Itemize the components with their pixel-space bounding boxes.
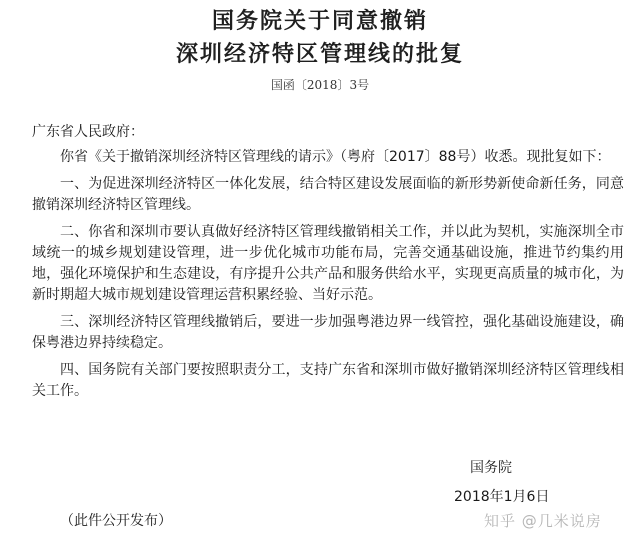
document-title-line-1: 国务院关于同意撤销 bbox=[211, 8, 428, 34]
publication-note: （此件公开发布） bbox=[60, 513, 172, 529]
paragraph-item-3: 三、深圳经济特区管理线撤销后，要进一步加强粤港边界一线管控，强化基础设施建设，确保粤港边界持续稳定。 bbox=[32, 314, 624, 351]
paragraph-item-1: 一、为促进深圳经济特区一体化发展，结合特区建设发展面临的新形势新使命新任务，同意撤销深圳经济特区管理线。 bbox=[32, 176, 624, 213]
document-number: 国函〔2018〕3号 bbox=[270, 78, 370, 92]
watermark: 知乎 @几米说房 bbox=[484, 512, 602, 530]
issue-date: 2018年1月6日 bbox=[454, 489, 550, 505]
paragraph-item-4: 四、国务院有关部门要按照职责分工，支持广东省和深圳市做好撤销深圳经济特区管理线相关工作。 bbox=[32, 362, 624, 399]
document-body bbox=[32, 122, 624, 408]
paragraph-item-2: 二、你省和深圳市要认真做好经济特区管理线撤销相关工作，并以此为契机，实施深圳全市域统一的城乡规划建设管理，进一步优化城市功能布局，完善交通基础设施，推进节约集约用地，强化环境保护和生态建设，有序提升公共产品和服务供给水平，实现更高质量的城市化，为新时期超大城市规划建设管理运营积累经验、当好示范。 bbox=[32, 224, 624, 303]
document-title-line-2: 深圳经济特区管理线的批复 bbox=[175, 41, 464, 67]
paragraph-intro: 你省《关于撤销深圳经济特区管理线的请示》（粤府〔2017〕88号）收悉。现批复如下： bbox=[60, 149, 611, 165]
issuer-signature: 国务院 bbox=[470, 460, 512, 476]
salutation: 广东省人民政府： bbox=[32, 124, 144, 140]
